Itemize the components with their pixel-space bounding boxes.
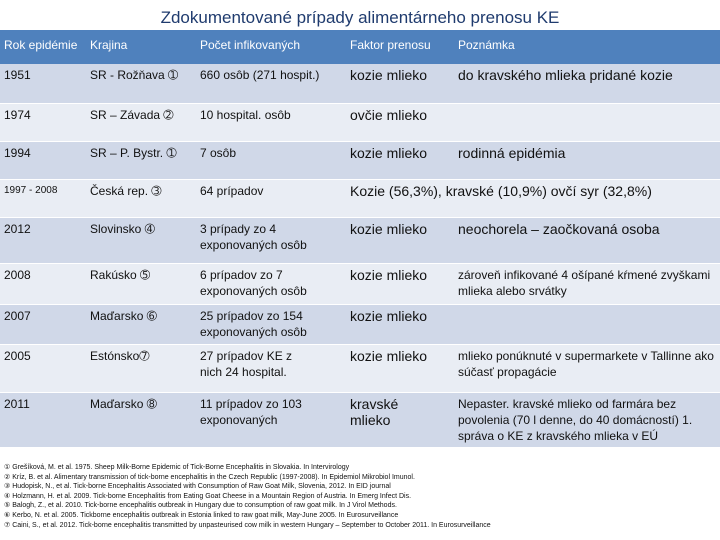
reference-item: ② Kríz, B. et al. Alimentary transmission of tick-borne encephalitis in the Czech Republic (1997-2008). In Epidemiol Mikrobiol Imunol. [4, 473, 415, 481]
table-row [0, 304, 720, 344]
cell-count: 25 prípadov zo 154 exponovaných osôb [196, 304, 346, 344]
cell-factor: kravské mlieko [346, 392, 454, 447]
cell-country: Česká rep. ➂ [86, 179, 196, 217]
cell-country: Maďarsko ➇ [86, 392, 196, 447]
cell-count: 6 prípadov zo 7 exponovaných osôb [196, 263, 346, 304]
header-count: Počet infikovaných [196, 30, 346, 64]
cell-count: 27 prípadov KE z nich 24 hospital. [196, 344, 346, 392]
header-country: Krajina [86, 30, 196, 64]
cell-factor: kozie mlieko [346, 263, 454, 304]
cell-country: Maďarsko ➅ [86, 304, 196, 344]
cell-factor: Kozie (56,3%), kravské (10,9%) ovčí syr (32,8%) [346, 179, 720, 217]
reference-item: ⑦ Caini, S., et al. 2012. Tick-borne encephalitis transmitted by unpasteurised cow milk in western Hungary – September to October 2011. In Eurosurveillance [4, 521, 491, 529]
cell-note: Nepaster. kravské mlieko od farmára bez povolenia (70 l denne, do 40 domácností) 1. správa o KE z kravského mlieka v EÚ [454, 392, 720, 447]
page-title: Zdokumentované prípady alimentárneho prenosu KE [160, 8, 560, 27]
cell-country: SR – P. Bystr. ➀ [86, 141, 196, 179]
table-row [0, 344, 720, 392]
cell-note: do kravského mlieka pridané kozie [454, 64, 720, 103]
cell-count: 10 hospital. osôb [196, 103, 346, 141]
cell-factor: kozie mlieko [346, 64, 454, 103]
cell-year: 2011 [0, 392, 86, 447]
cell-year: 2008 [0, 263, 86, 304]
cell-note: neochorela – zaočkovaná osoba [454, 217, 720, 263]
table-row [0, 64, 720, 103]
cell-factor: ovčie mlieko [346, 103, 454, 141]
cell-year: 2012 [0, 217, 86, 263]
cell-year: 1994 [0, 141, 86, 179]
cell-factor: kozie mlieko [346, 344, 454, 392]
cell-year: 2005 [0, 344, 86, 392]
cell-country: SR – Závada ➁ [86, 103, 196, 141]
cell-factor: kozie mlieko [346, 141, 454, 179]
cell-factor: kozie mlieko [346, 217, 454, 263]
cell-note: zároveň infikované 4 ošípané kŕmené zvyškami mlieka alebo srvátky [454, 263, 720, 304]
cell-note: mlieko ponúknuté v supermarkete v Tallinne ako súčasť propagácie [454, 344, 720, 392]
cell-country: SR - Rožňava ➀ [86, 64, 196, 103]
cell-count: 3 prípady zo 4 exponovaných osôb [196, 217, 346, 263]
reference-item: ④ Holzmann, H. et al. 2009. Tick-borne Encephalitis from Eating Goat Cheese in a Mountain Region of Austria. In Emerg Infect Dis. [4, 492, 412, 500]
table-row [0, 141, 720, 179]
cell-count: 64 prípadov [196, 179, 346, 217]
cell-year: 1951 [0, 64, 86, 103]
cell-factor: kozie mlieko [346, 304, 454, 344]
header-factor: Faktor prenosu [346, 30, 454, 64]
table-row [0, 217, 720, 263]
header-note: Poznámka [454, 30, 720, 64]
cases-table [0, 30, 720, 448]
cell-country: Rakúsko ➄ [86, 263, 196, 304]
reference-item: ⑥ Kerbo, N. et al. 2005. Tickborne encephalitis outbreak in Estonia linked to raw goat milk, May-June 2005. In Eurosurveillance [4, 511, 399, 519]
cell-count: 11 prípadov zo 103 exponovaných [196, 392, 346, 447]
references [4, 463, 716, 530]
table-header-row [0, 30, 720, 64]
cell-note: rodinná epidémia [454, 141, 720, 179]
table-row [0, 263, 720, 304]
cell-note [454, 304, 720, 344]
cell-year: 1974 [0, 103, 86, 141]
table-row [0, 179, 720, 217]
cell-count: 660 osôb (271 hospit.) [196, 64, 346, 103]
cell-year: 2007 [0, 304, 86, 344]
table-row [0, 392, 720, 447]
reference-item: ① Grešíková, M. et al. 1975. Sheep Milk-Borne Epidemic of Tick-Borne Encephalitis in Slovakia. In Intervirology [4, 464, 350, 471]
cell-country: Estónsko➆ [86, 344, 196, 392]
cell-year: 1997 - 2008 [0, 179, 86, 217]
cell-country: Slovinsko ➃ [86, 217, 196, 263]
reference-item: ⑤ Balogh, Z., et al. 2010. Tick-borne encephalitis outbreak in Hungary due to consumption of raw goat milk. In J Virol Methods. [4, 502, 397, 510]
table-row [0, 103, 720, 141]
reference-item: ③ Hudopisk, N., et al. Tick-borne Encephalitis Associated with Consumption of Raw Goat Milk, Slovenia, 2012. In EID journal [4, 483, 391, 491]
header-year: Rok epidémie [0, 30, 86, 64]
cell-count: 7 osôb [196, 141, 346, 179]
cell-note [454, 103, 720, 141]
